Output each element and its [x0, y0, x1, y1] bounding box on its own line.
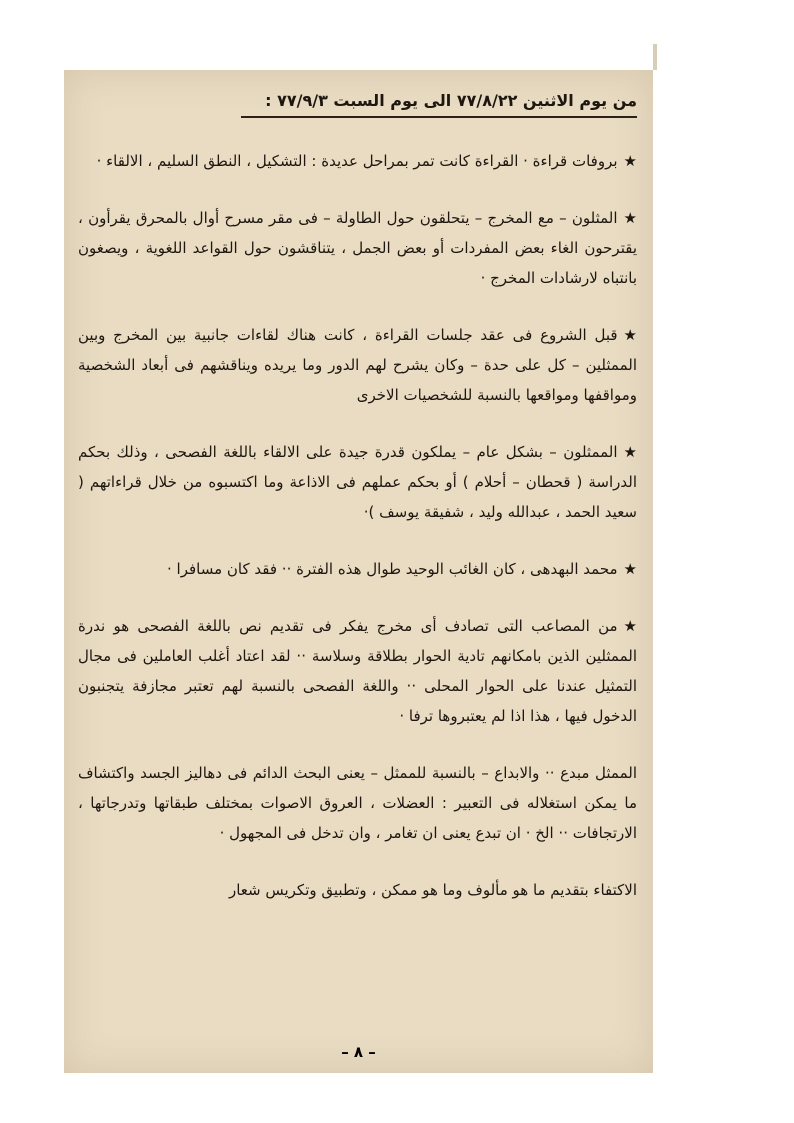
paragraph-text: الاكتفاء بتقديم ما هو مألوف وما هو ممكن ، وتطبيق وتكريس شعار — [228, 881, 637, 899]
paragraph — [78, 875, 637, 905]
paragraph-text: من المصاعب التى تصادف أى مخرج يفكر فى تقديم نص باللغة الفصحى هو ندرة الممثلين الذين بامكانهم تادية الحوار بطلاقة وسلاسة ·· لقد اعتاد أغلب العاملين فى مجال التمثيل عندنا على الحوار المحلى ·· واللغة الفصحى بالنسبة لهم تعتبر مجازفة يتجنبون الدخول فيها ، هذا اذا لم يعتبروها ترفا · — [78, 617, 637, 725]
star-bullet-icon: ★ — [623, 209, 637, 227]
paragraph-text: المثلون – مع المخرج – يتحلقون حول الطاولة – فى مقر مسرح أوال بالمحرق يقرأون ، يقترحون الغاء بعض المفردات أو بعض الجمل ، يتناقشون حول القواعد اللغوية ، ويصغون بانتباه لارشادات المخرج · — [78, 209, 637, 287]
paragraph-text: الممثل مبدع ·· والابداع – بالنسبة للممثل – يعنى البحث الدائم فى دهاليز الجسد واكتشاف ما يمكن استغلاله فى التعبير : العضلات ، العروق الاصوات بمختلف طبقاتها وتدرجاتها ، الارتجافات ·· الخ · ان تبدع يعنى ان تغامر ، وان تدخل فى المجهول · — [78, 764, 637, 842]
paragraph-text: الممثلون – بشكل عام – يملكون قدرة جيدة على الالقاء باللغة الفصحى ، وذلك بحكم الدراسة ( قحطان – أحلام ) أو بحكم عملهم فى الاذاعة وما اكتسبوه من خلال قراءاتهم ( سعيد الحمد ، عبدالله وليد ، شفيقة يوسف )· — [78, 443, 637, 521]
paragraph-text: قبل الشروع فى عقد جلسات القراءة ، كانت هناك لقاءات جانبية بين المخرج وبين الممثلين – كل على حدة – وكان يشرح لهم الدور وما يريده ويناقشهم فى أبعاد الشخصية ومواقفها ومواقعها بالنسبة للشخصيات الاخرى — [78, 326, 637, 404]
paragraph — [78, 554, 637, 584]
paragraph-text: محمد البهدهى ، كان الغائب الوحيد طوال هذه الفترة ·· فقد كان مسافرا · — [167, 560, 618, 578]
paragraph-list — [78, 146, 637, 905]
paragraph — [78, 320, 637, 410]
paragraph-text: بروفات قراءة · القراءة كانت تمر بمراحل عديدة : التشكيل ، النطق السليم ، الالقاء · — [96, 152, 618, 170]
star-bullet-icon: ★ — [623, 326, 637, 344]
scanned-page — [64, 70, 653, 1073]
paragraph — [78, 203, 637, 293]
paragraph — [78, 437, 637, 527]
paragraph — [78, 758, 637, 848]
star-bullet-icon: ★ — [623, 152, 637, 170]
star-bullet-icon: ★ — [623, 443, 637, 461]
page-content — [78, 70, 637, 1073]
page-number: – ٨ – — [341, 1043, 376, 1061]
date-range-header: من يوم الاثنين ٧٧/٨/٢٢ الى يوم السبت ٧٧/٩/٣ : — [265, 91, 637, 110]
header-underline — [241, 116, 637, 118]
paragraph — [78, 146, 637, 176]
star-bullet-icon: ★ — [623, 617, 637, 635]
star-bullet-icon: ★ — [623, 560, 637, 578]
paragraph — [78, 611, 637, 731]
